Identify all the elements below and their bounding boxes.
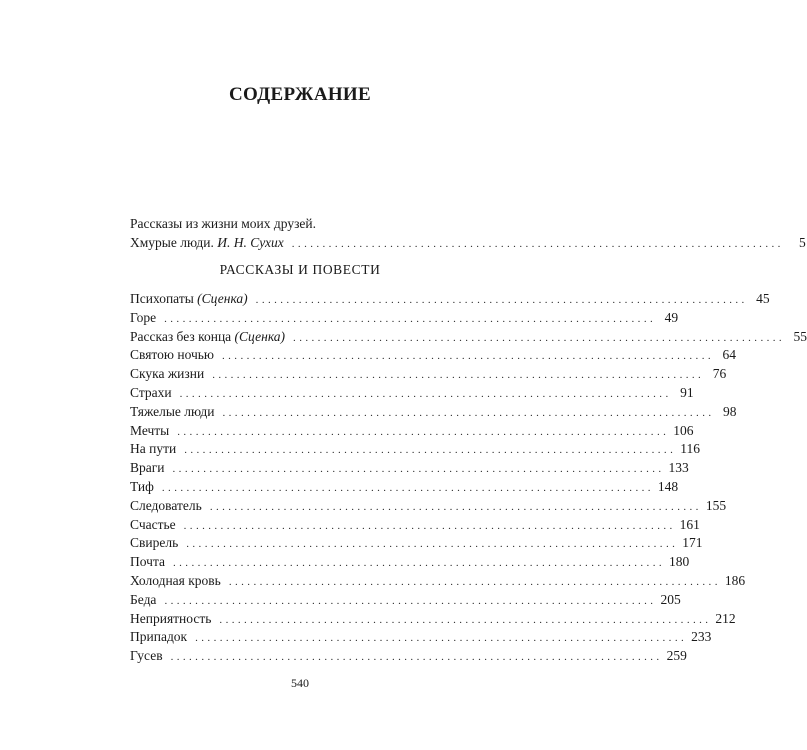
toc-entry-page: 133 [668,460,689,476]
leader-dots: ................................................................................ [177,425,670,438]
toc-entry-title-text: Враги [130,460,165,476]
leader-dots: ................................................................................ [161,481,654,494]
toc-entry-title-text: Свирель [130,535,179,551]
toc-entry [130,628,712,647]
toc-entry-page: 106 [673,422,694,438]
toc-entry [130,440,700,459]
toc-entry [130,346,736,365]
page-number: 540 [291,676,309,690]
toc-entry [130,459,689,478]
toc-entry-subtitle: (Сценка) [234,328,286,344]
toc-entry-title [130,422,169,441]
toc-entry-title [130,346,214,365]
leader-dots: ................................................................................ [164,312,657,325]
toc-entry-title [130,572,221,591]
leader-dots: ................................................................................ [186,538,679,551]
leader-dots: ................................................................................ [209,500,702,513]
toc-entry-page: 186 [724,572,746,588]
toc-entry [130,497,727,516]
leader-dots: ................................................................................ [222,350,714,363]
leader-dots: ................................................................................ [222,406,715,419]
toc-entry-title-text: Припадок [130,629,188,645]
leader-dots: ................................................................................ [293,331,786,344]
toc-entry-title [130,628,187,647]
toc-entry-page: 98 [723,403,737,419]
toc-entry [130,422,694,441]
toc-entry [130,553,690,572]
toc-entry-title [130,365,204,384]
toc-entry-title-text: Горе [130,309,157,325]
leader-dots: ................................................................................ [172,463,665,476]
toc-entry [130,328,807,347]
toc-entry-title [130,478,154,497]
leader-dots: ................................................................................ [183,519,676,532]
toc-entry-page: 161 [679,516,700,532]
toc-entry-title-text: Страхи [130,384,172,400]
toc-entry-page: 5 [799,235,806,250]
toc-entry-title-text: Рассказ без конца [130,328,232,344]
section-heading: РАССКАЗЫ И ПОВЕСТИ [219,262,381,277]
toc-entry-page: 116 [680,441,700,457]
toc-entry-title-text: Святою ночью [130,347,214,363]
toc-entry [130,384,694,403]
leader-dots: ................................................................................ [164,594,657,607]
toc-entry [130,610,736,629]
page-title: СОДЕРЖАНИЕ [229,84,371,105]
toc-entry-title-text: Беда [130,591,157,607]
toc-entry-page: 55 [793,328,807,344]
toc-list [130,290,807,666]
toc-entry-title [130,384,172,403]
toc-entry-page: 64 [722,347,736,363]
toc-entry-title-text: Психопаты [130,291,194,306]
leader-dots: ................................................................................ [179,387,672,400]
leader-dots: ................................................................................ [228,575,721,588]
toc-entry [130,290,770,309]
toc-entry-title [130,516,176,535]
toc-entry-page: 180 [669,554,690,570]
toc-entry-page: 148 [657,478,679,494]
leader-dots: ................................................................................ [291,238,784,250]
toc-entry-intro [130,234,806,253]
toc-entry-title [130,647,163,666]
toc-entry [130,647,687,666]
toc-entry [130,591,681,610]
toc-entry-title-text: Тяжелые люди [130,403,215,419]
toc-entry [130,478,679,497]
toc-entry-title-text: Тиф [130,478,154,494]
toc-entry-title-text: Гусев [130,648,163,664]
toc-entry-title [130,553,165,572]
toc-entry-title [130,309,156,328]
toc-entry-title [130,610,211,629]
toc-entry-title [130,440,176,459]
toc-entry-title-text: Следователь [130,497,202,513]
leader-dots: ................................................................................ [173,557,665,570]
toc-entry-title [130,591,156,610]
toc-entry-title-text: На пути [130,441,177,457]
toc-entry [130,572,746,591]
toc-entry-title [130,497,202,516]
leader-dots: ................................................................................ [255,294,748,306]
toc-entry-page: 91 [680,384,694,400]
toc-entry-page: 212 [715,610,736,626]
toc-entry [130,365,727,384]
toc-entry-title [130,234,284,253]
toc-entry-page: 45 [756,291,770,306]
toc-entry-title-text: Неприятность [130,610,212,626]
toc-entry [130,403,737,422]
toc-entry-page: 49 [664,309,679,325]
toc-entry-page: 205 [660,591,681,607]
leader-dots: ................................................................................ [195,632,688,645]
toc-entry-title-text: Почта [130,554,165,570]
toc-entry [130,516,700,535]
toc-entry-title-text: Скука жизни [130,366,205,382]
toc-entry-title-text: Холодная кровь [130,572,221,588]
toc-entry-title [130,534,178,553]
toc-entry-page: 259 [666,648,687,664]
toc-entry [130,309,679,328]
toc-entry-title [130,459,165,478]
toc-entry [130,534,703,553]
intro-line-collection: Рассказы из жизни моих друзей. [130,216,317,231]
toc-entry-title [130,403,215,422]
toc-entry-subtitle: (Сценка) [197,291,248,306]
leader-dots: ................................................................................ [184,444,677,457]
toc-entry-title-text: Мечты [130,422,170,438]
intro-essay-title: Хмурые люди. [130,235,214,250]
toc-entry-page: 76 [712,366,727,382]
toc-entry-page: 233 [691,629,712,645]
toc-entry-title-text: Счастье [130,516,176,532]
toc-entry-title [130,328,285,347]
intro-block [130,214,806,253]
toc-entry-page: 171 [682,535,703,551]
leader-dots: ................................................................................ [212,369,705,382]
toc-entry-title [130,290,248,309]
toc-entry-page: 155 [705,497,727,513]
leader-dots: ................................................................................ [219,613,712,626]
leader-dots: ................................................................................ [170,651,663,664]
intro-author: И. Н. Сухих [217,235,284,250]
